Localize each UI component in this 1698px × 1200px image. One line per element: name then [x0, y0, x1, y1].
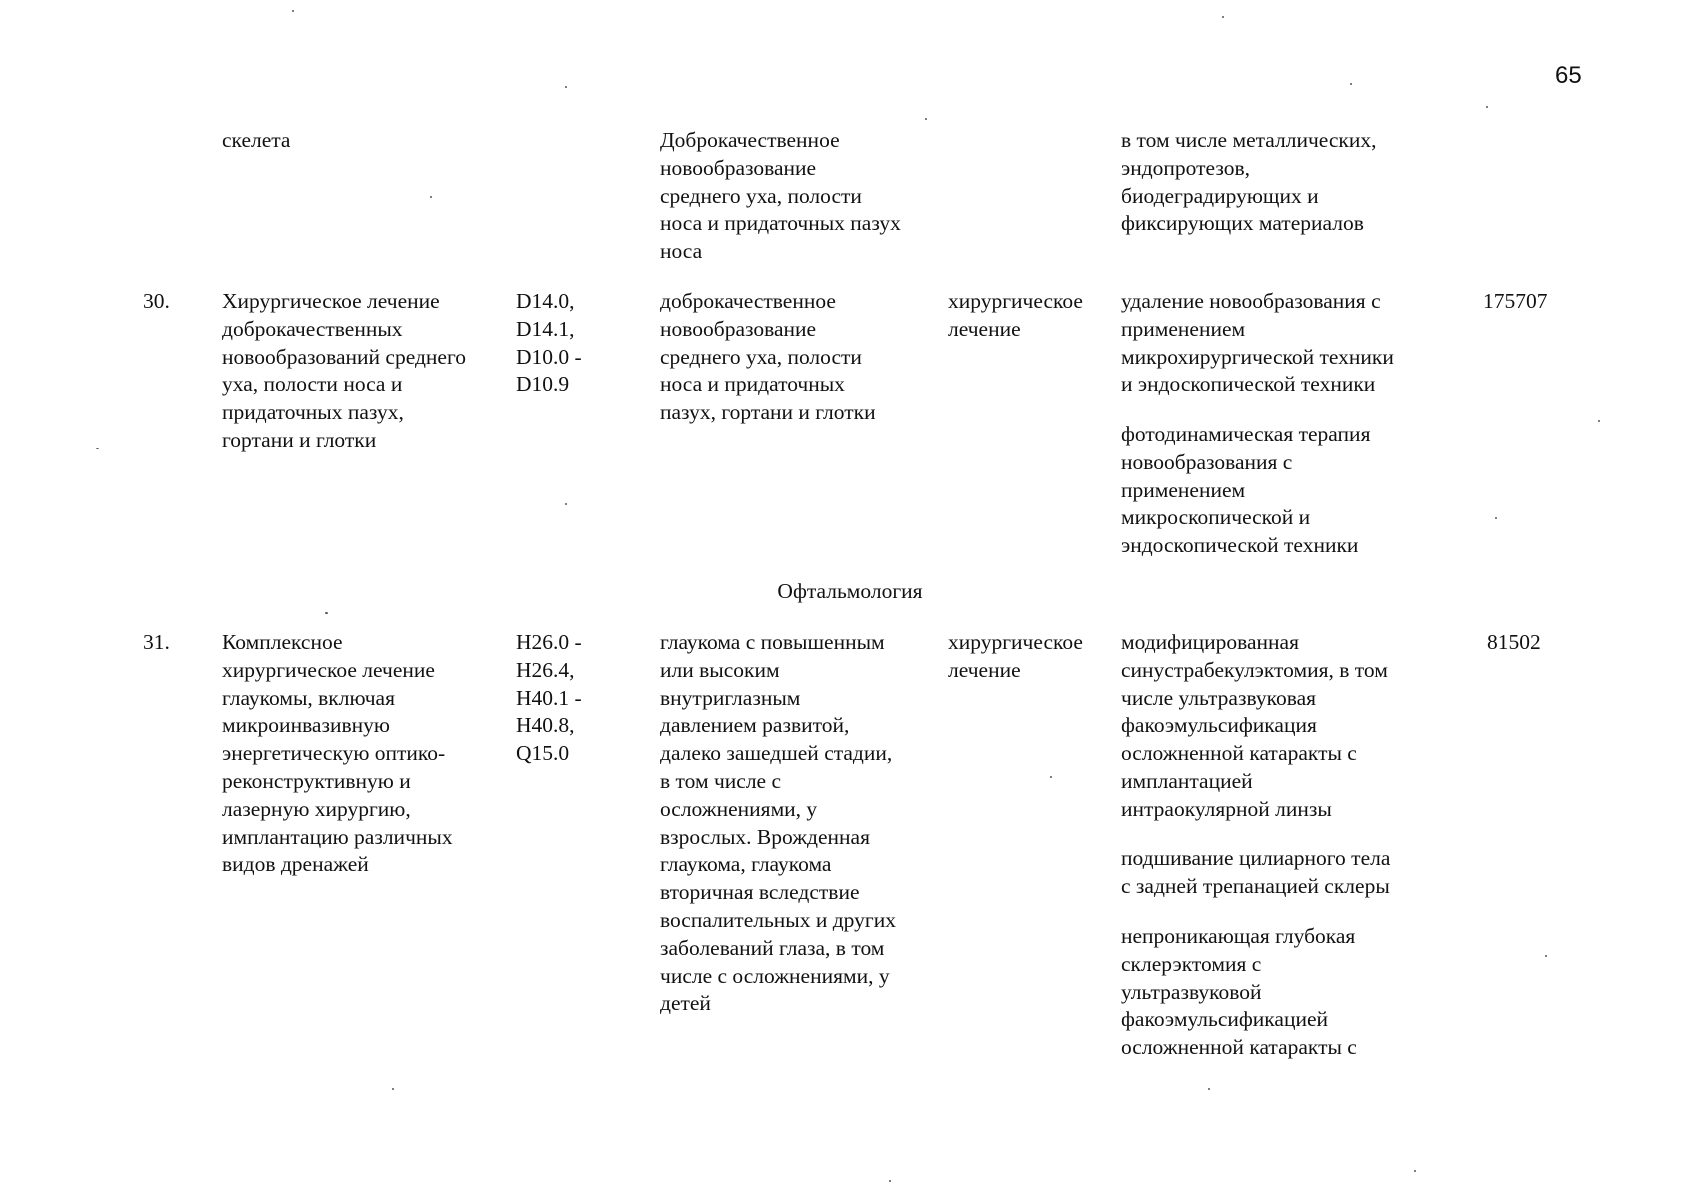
scan-speck [1222, 16, 1224, 18]
row-31-model [660, 629, 896, 1018]
scan-speck [1545, 955, 1547, 957]
text-line: H40.1 - [516, 685, 582, 710]
text-line: подшивание цилиарного тела [1121, 846, 1391, 870]
text-line: лечение [948, 316, 1021, 341]
page-number: 65 [1555, 62, 1582, 89]
text-line: D10.9 [516, 372, 570, 397]
text-line: воспалительных и других [660, 907, 896, 932]
scan-speck [565, 86, 567, 88]
text-line: Q15.0 [516, 741, 570, 766]
text-line: давлением развитой, [660, 713, 850, 738]
cont-method [1121, 127, 1376, 238]
text-line: применением [1121, 477, 1246, 502]
row-31-treatment [948, 629, 1083, 685]
text-line: фиксирующих материалов [1121, 211, 1364, 236]
text-line: видов дренажей [222, 852, 369, 877]
text-line: носа [660, 239, 703, 264]
text-line: склерэктомия с [1121, 951, 1262, 976]
text-line: фотодинамическая терапия [1121, 422, 1371, 446]
row-30-method-1 [1121, 288, 1394, 399]
text-line: ультразвуковой [1121, 979, 1262, 1004]
text-line: далеко зашедшей стадии, [660, 741, 893, 766]
text-line: D14.0, [516, 289, 575, 313]
scan-speck [565, 503, 567, 505]
text-line: удаление новообразования с [1121, 289, 1381, 313]
text-line: синустрабекулэктомия, в том [1121, 657, 1388, 682]
text-line: с задней трепанацией склеры [1121, 873, 1390, 898]
scan-speck [430, 196, 432, 198]
scan-speck [1598, 420, 1600, 422]
cont-name [222, 127, 290, 155]
text-line: непроникающая глубокая [1121, 924, 1356, 948]
scan-speck [925, 118, 927, 120]
text-line: или высоким [660, 657, 780, 682]
text-line: H40.8, [516, 713, 575, 738]
text-line: глаукомы, включая [222, 685, 395, 710]
text-line: и эндоскопической техники [1121, 372, 1376, 397]
text-line: хирургическое [948, 289, 1083, 313]
text-line: внутриглазным [660, 685, 801, 710]
text-line: среднего уха, полости [660, 183, 862, 208]
text-line: заболеваний глаза, в том [660, 935, 885, 960]
scan-speck [96, 448, 99, 449]
row-30-model [660, 288, 876, 427]
text-line: среднего уха, полости [660, 344, 862, 369]
scan-speck [392, 1088, 394, 1090]
row-31-method-1 [1121, 629, 1388, 824]
text-line: D14.1, [516, 316, 575, 341]
text-line: H26.4, [516, 657, 575, 682]
text-line: числе ультразвуковая [1121, 685, 1317, 710]
text-line: новообразование [660, 155, 817, 180]
text-line: числе с осложнениями, у [660, 963, 890, 988]
row-30-treatment [948, 288, 1083, 344]
text-line: реконструктивную и [222, 768, 411, 793]
text-line: глаукома с повышенным [660, 630, 885, 654]
scan-speck [1208, 1088, 1210, 1090]
row-30-cost: 175707 [1483, 289, 1548, 313]
text-line: пазух, гортани и глотки [660, 400, 876, 425]
scan-speck [1414, 1170, 1416, 1172]
text-line: новообразований среднего [222, 344, 466, 369]
text-line: имплантацию различных [222, 824, 453, 849]
text-line: в том числе металлических, [1121, 128, 1377, 152]
text-line: осложненной катаракты с [1121, 1035, 1357, 1060]
text-line: гортани и глотки [222, 427, 377, 452]
text-line: осложненной катаракты с [1121, 741, 1357, 766]
text-line: взрослых. Врожденная [660, 824, 870, 849]
text-line: в том числе с [660, 768, 782, 793]
section-heading: Офтальмология [777, 579, 923, 603]
text-line: интраокулярной линзы [1121, 796, 1332, 821]
text-line: детей [660, 991, 711, 1016]
row-31-name [222, 629, 453, 879]
row-30-number: 30. [143, 289, 170, 313]
row-30-codes [516, 288, 582, 399]
text-line: носа и придаточных [660, 372, 845, 397]
text-line: эндоскопической техники [1121, 533, 1359, 558]
text-line: осложнениями, у [660, 796, 818, 821]
text-line: лечение [948, 657, 1021, 682]
text-line: хирургическое [948, 630, 1083, 654]
text-line: микрохирургической техники [1121, 344, 1394, 369]
cont-model [660, 127, 901, 266]
text-line: модифицированная [1121, 630, 1299, 654]
text-line: новообразования с [1121, 449, 1293, 474]
row-31-cost: 81502 [1487, 630, 1541, 654]
text-line: микроинвазивную [222, 713, 390, 738]
text-line: эндопротезов, [1121, 155, 1250, 180]
text-line: лазерную хирургию, [222, 796, 411, 821]
text-line: новообразование [660, 316, 817, 341]
text-line: микроскопической и [1121, 505, 1311, 530]
text-line: имплантацией [1121, 768, 1253, 793]
scan-speck [1050, 776, 1052, 778]
text-line: глаукома, глаукома [660, 852, 832, 877]
row-31-method-3 [1121, 923, 1357, 1062]
scan-speck [1486, 106, 1488, 108]
text-line: энергетическую оптико- [222, 741, 446, 766]
text-line: придаточных пазух, [222, 400, 404, 425]
text-line: Комплексное [222, 630, 343, 654]
row-31-number: 31. [143, 630, 170, 654]
text-line: биодеградирующих и [1121, 183, 1319, 208]
row-30-name [222, 288, 466, 455]
text-line: уха, полости носа и [222, 372, 403, 397]
scan-speck [1495, 517, 1497, 519]
row-31-method-2 [1121, 845, 1390, 901]
text-line: хирургическое лечение [222, 657, 435, 682]
text-line: Доброкачественное [660, 128, 840, 152]
text-line: Хирургическое лечение [222, 289, 440, 313]
text-line: вторичная вследствие [660, 880, 860, 905]
row-31-codes [516, 629, 582, 768]
text-line: D10.0 - [516, 344, 582, 369]
scan-speck [1350, 83, 1352, 85]
row-30-method-2 [1121, 421, 1370, 560]
text-line: доброкачественное [660, 289, 836, 313]
text-line: факоэмульсификация [1121, 713, 1317, 738]
text-line: скелета [222, 128, 291, 152]
scan-speck [889, 1180, 891, 1182]
text-line: применением [1121, 316, 1246, 341]
text-line: носа и придаточных пазух [660, 211, 901, 236]
text-line: доброкачественных [222, 316, 403, 341]
scan-speck [325, 612, 328, 614]
scan-speck [292, 10, 294, 12]
text-line: факоэмульсификацией [1121, 1007, 1329, 1032]
text-line: H26.0 - [516, 630, 582, 654]
